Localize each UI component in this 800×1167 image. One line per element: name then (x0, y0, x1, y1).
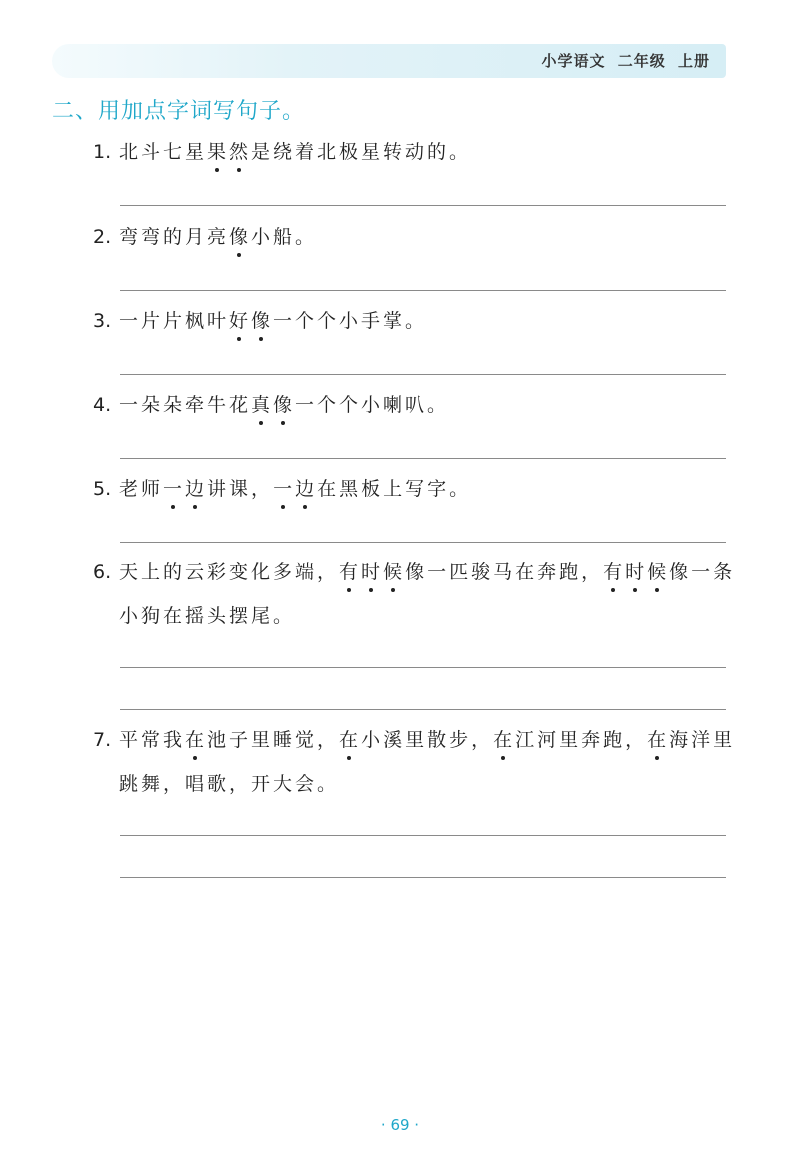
question-number: 7. (93, 729, 112, 751)
emphasized-word: 一边 (163, 478, 207, 500)
question-line (93, 762, 735, 806)
header-volume: 上册 (677, 52, 710, 70)
question-text: 一片片枫叶 (119, 310, 230, 332)
question-line (93, 594, 735, 638)
question-text: 像一匹骏马在奔跑， (405, 561, 604, 583)
emphasized-word: 在 (339, 729, 361, 751)
answer-line-6a[interactable] (120, 667, 726, 668)
emphasized-word: 有时候 (339, 561, 405, 583)
question-6 (93, 550, 735, 638)
question-text: 跳舞，唱歌，开大会。 (119, 773, 340, 795)
emphasized-word: 真像 (251, 394, 295, 416)
question-number: 3. (93, 310, 112, 332)
question-number: 4. (93, 394, 112, 416)
question-text: 北斗七星 (119, 141, 208, 163)
emphasized-word: 在 (647, 729, 669, 751)
question-text: 老师 (119, 478, 164, 500)
answer-line-1[interactable] (120, 205, 726, 206)
header-grade: 二年级 (617, 52, 666, 70)
question-text: 在黑板上写字。 (317, 478, 472, 500)
emphasized-word: 有时候 (603, 561, 669, 583)
question-7 (93, 718, 735, 806)
question-line (93, 550, 735, 594)
page-number: · 69 · (380, 1116, 420, 1134)
question-1 (93, 130, 471, 174)
answer-line-7b[interactable] (120, 877, 726, 878)
answer-line-2[interactable] (120, 290, 726, 291)
question-text: 小溪里散步， (361, 729, 494, 751)
emphasized-word: 在 (185, 729, 207, 751)
question-text: 一个个小手掌。 (273, 310, 428, 332)
question-text: 像一条 (669, 561, 736, 583)
emphasized-word: 一边 (273, 478, 317, 500)
question-line (93, 467, 471, 511)
question-text: 江河里奔跑， (515, 729, 648, 751)
section-title: 二、用加点字词写句子。 (52, 99, 306, 124)
question-text: 小船。 (251, 226, 318, 248)
answer-line-4[interactable] (120, 458, 726, 459)
header-band (52, 44, 726, 78)
question-5 (93, 467, 471, 511)
question-text: 讲课， (207, 478, 274, 500)
question-text: 平常我 (119, 729, 186, 751)
answer-line-7a[interactable] (120, 835, 726, 836)
question-number: 6. (93, 561, 112, 583)
answer-line-5[interactable] (120, 542, 726, 543)
question-text: 小狗在摇头摆尾。 (119, 605, 296, 627)
question-4 (93, 383, 449, 427)
question-2 (93, 215, 317, 259)
question-text: 弯弯的月亮 (119, 226, 230, 248)
question-text: 海洋里 (669, 729, 736, 751)
answer-line-3[interactable] (120, 374, 726, 375)
question-text: 池子里睡觉， (207, 729, 340, 751)
question-text: 天上的云彩变化多端， (119, 561, 340, 583)
question-text: 是绕着北极星转动的。 (251, 141, 472, 163)
question-line (93, 130, 471, 174)
answer-line-6b[interactable] (120, 709, 726, 710)
question-line (93, 383, 449, 427)
emphasized-word: 在 (493, 729, 515, 751)
emphasized-word: 果然 (207, 141, 251, 163)
header-text (541, 50, 710, 71)
emphasized-word: 好像 (229, 310, 273, 332)
question-number: 5. (93, 478, 112, 500)
question-line (93, 299, 427, 343)
question-number: 2. (93, 226, 112, 248)
header-subject: 小学语文 (541, 52, 606, 70)
question-3 (93, 299, 427, 343)
emphasized-word: 像 (229, 226, 251, 248)
question-line (93, 215, 317, 259)
question-line (93, 718, 735, 762)
question-text: 一朵朵牵牛花 (119, 394, 252, 416)
question-number: 1. (93, 141, 112, 163)
question-text: 一个个小喇叭。 (295, 394, 450, 416)
